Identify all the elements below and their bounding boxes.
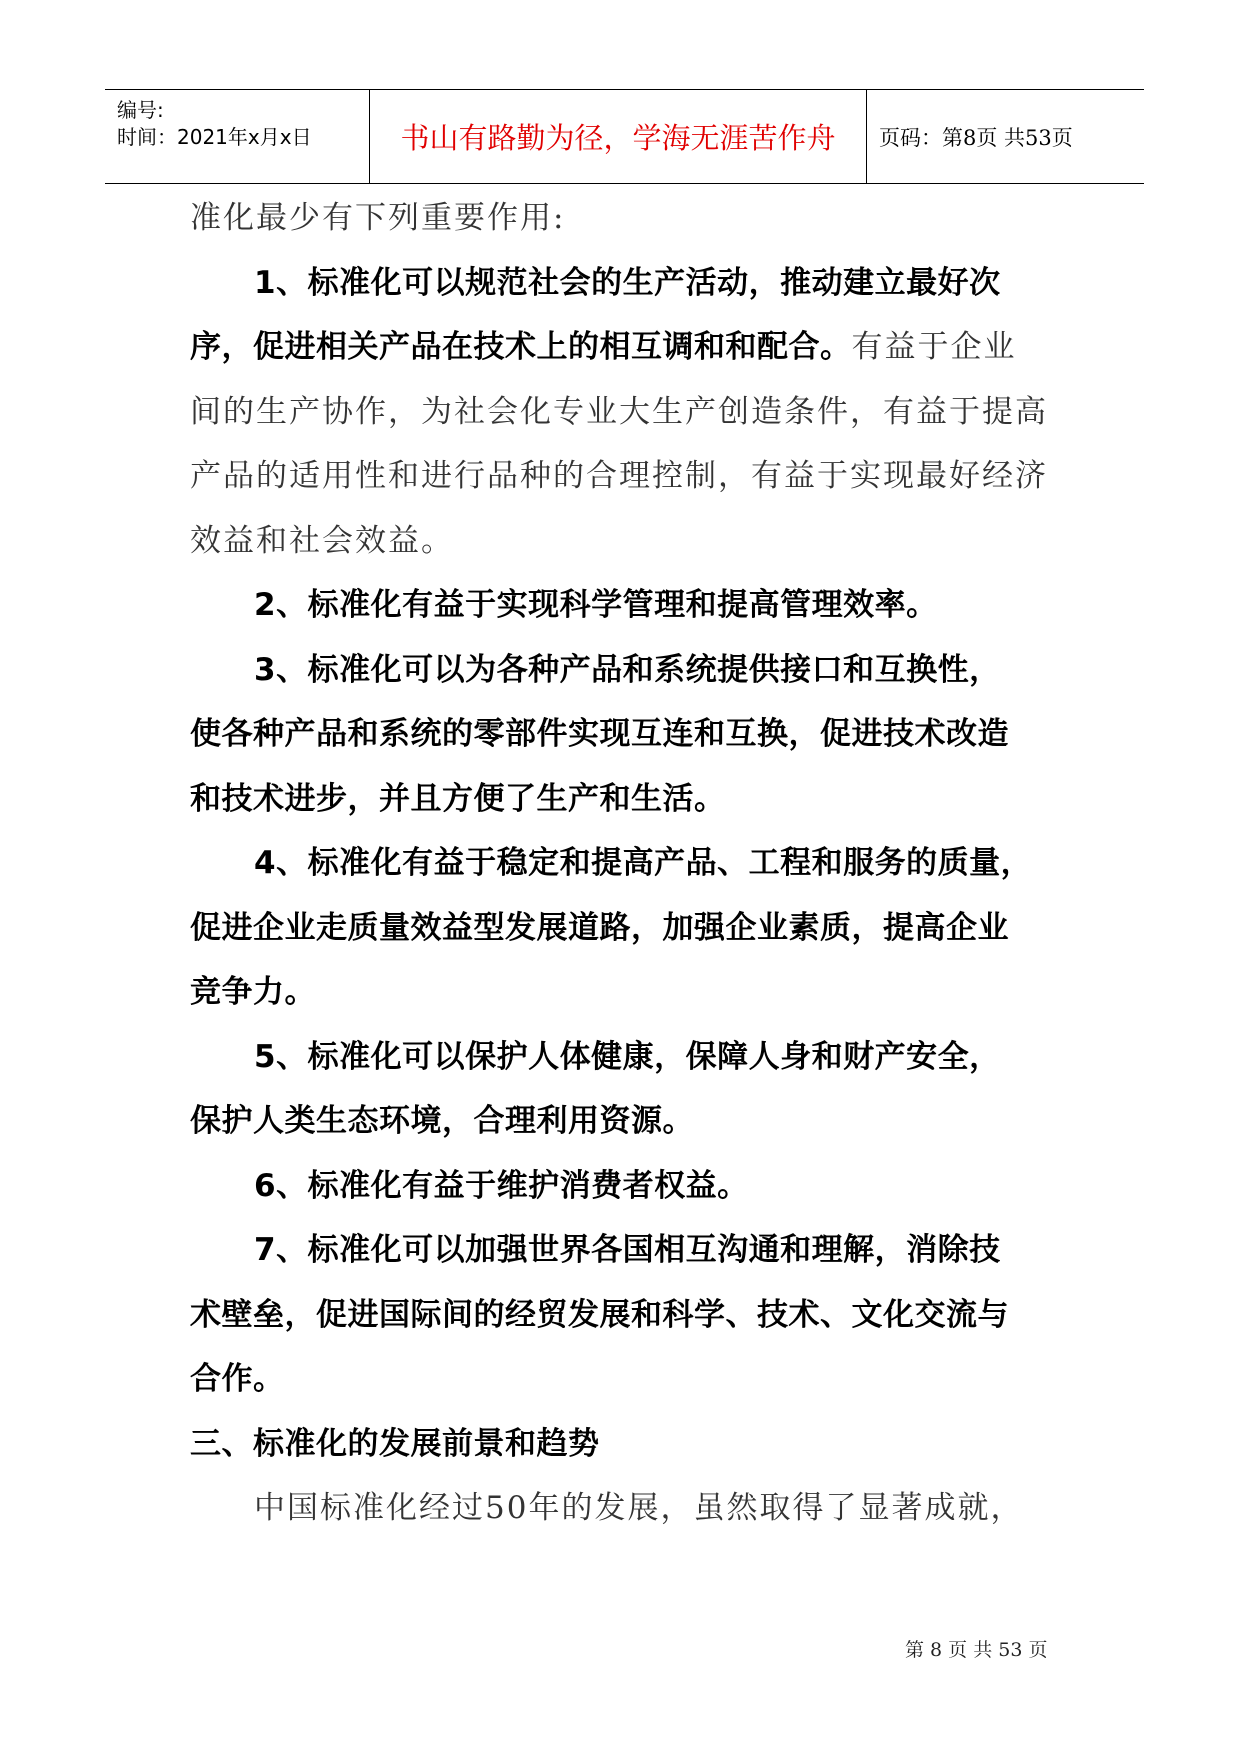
item7-line1: 7、标准化可以加强世界各国相互沟通和理解，消除技	[254, 1232, 1001, 1268]
item1-line2	[190, 315, 1070, 380]
item1-line3: 间的生产协作，为社会化专业大生产创造条件，有益于提高	[190, 393, 1048, 430]
item4-line2: 促进企业走质量效益型发展道路，加强企业素质，提高企业	[190, 909, 1009, 946]
page-footer: 第 8 页 共 53 页	[905, 1639, 1048, 1661]
item5-line2: 保护人类生态环境，合理利用资源。	[190, 1103, 694, 1139]
item3-line1: 3、标准化可以为各种产品和系统提供接口和互换性，	[254, 651, 1001, 688]
item4-line1: 4、标准化有益于稳定和提高产品、工程和服务的质量，	[254, 845, 1033, 881]
item5-line1: 5、标准化可以保护人体健康，保障人身和财产安全，	[254, 1038, 1001, 1075]
header-page-cell	[867, 90, 1144, 183]
item1-line2-bold: 序，促进相关产品在技术上的相互调和和配合。	[190, 329, 852, 365]
item3-line3: 和技术进步，并且方便了生产和生活。	[190, 780, 726, 817]
intro-line: 准化最少有下列重要作用:	[190, 200, 566, 236]
item1-line4: 产品的适用性和进行品种的合理控制，有益于实现最好经济	[190, 458, 1048, 494]
header-motto: 书山有路勤为径，学海无涯苦作舟	[400, 121, 836, 155]
item1-line2-rest: 有益于企业	[851, 329, 1017, 365]
document-body	[190, 186, 1070, 1541]
item1-line1: 1、标准化可以规范社会的生产活动，推动建立最好次	[254, 264, 1001, 301]
header-meta-cell	[105, 90, 369, 183]
item4-line3: 竞争力。	[190, 974, 316, 1010]
item3-line2: 使各种产品和系统的零部件实现互连和互换，促进技术改造	[190, 716, 1009, 752]
header-motto-cell	[369, 90, 867, 183]
section3-heading: 三、标准化的发展前景和趋势	[190, 1425, 600, 1462]
section3-paragraph-line1: 中国标准化经过50年的发展，虽然取得了显著成就，	[254, 1490, 1024, 1526]
page-header	[105, 89, 1144, 184]
header-page-code: 页码：第8页 共53页	[879, 125, 1073, 150]
item1-line5: 效益和社会效益。	[190, 522, 454, 559]
document-time-label: 时间：2021年x月x日	[117, 125, 312, 149]
item2-line1: 2、标准化有益于实现科学管理和提高管理效率。	[254, 587, 938, 623]
item7-line3: 合作。	[190, 1361, 285, 1397]
item7-line2: 术壁垒，促进国际间的经贸发展和科学、技术、文化交流与	[190, 1296, 1009, 1333]
document-number-label: 编号:	[117, 98, 164, 122]
item6-line1: 6、标准化有益于维护消费者权益。	[254, 1167, 749, 1204]
